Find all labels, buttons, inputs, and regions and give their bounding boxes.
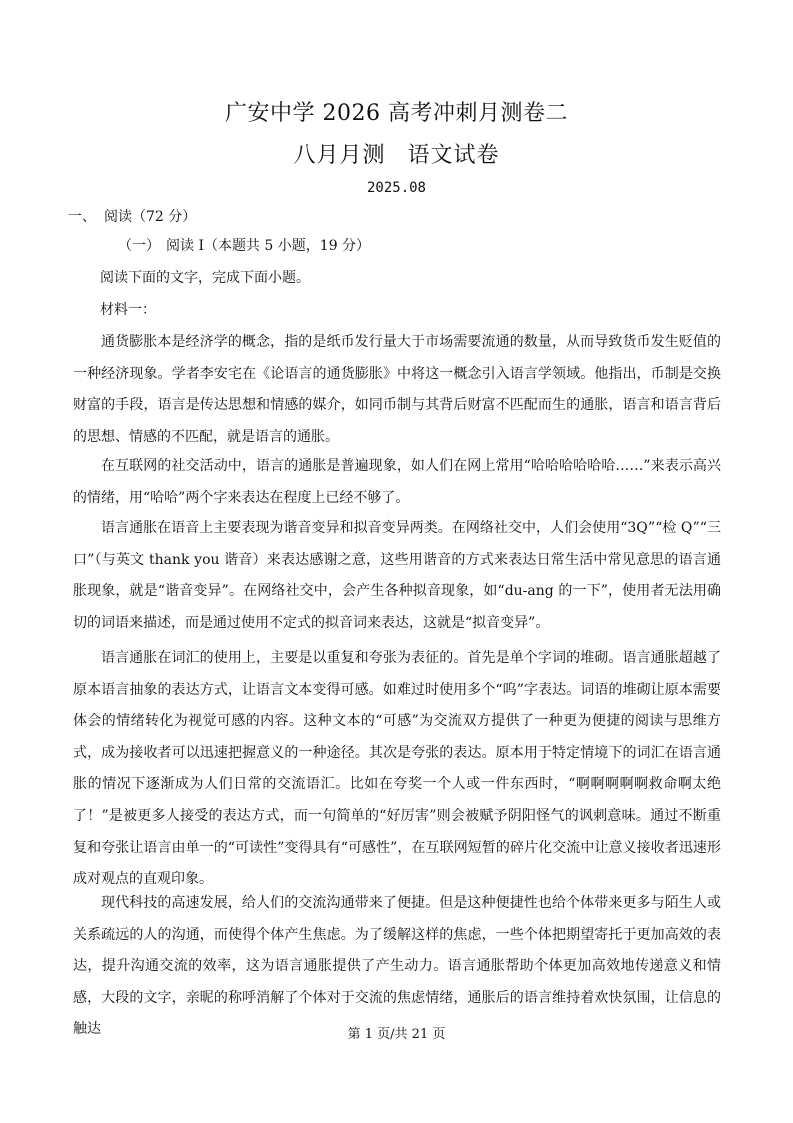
paragraph: 语言通胀在词汇的使用上，主要是以重复和夸张为表征的。首先是单个字词的堆砌。语言通胀超越了原本语言抽象的表达方式，让语言文本变得可感。如难过时使用多个“呜”字表达。词语的堆砌让原本需要体会的情绪转化为视觉可感的内容。这种文本的“可感”为交流双方提供了一种更为便捷的阅读与思维方式，成为接收者可以迅速把握意义的一种途径。其次是夸张的表达。原本用于特定情境下的词汇在语言通胀的情况下逐渐成为人们日常的交流语汇。比如在夸奖一个人或一件东西时，“啊啊啊啊啊救命啊太绝了！”是被更多人接受的表达方式，而一句简单的“好厉害”则会被赋予阴阳怪气的讽刺意味。通过不断重复和夸张让语言由单一的“可读性”变得具有“可感性”，在互联网短暂的碎片化交流中让意义接收者迅速形成对观点的直观印象。	[73, 650, 721, 888]
paragraph: 在互联网的社交活动中，语言的通胀是普遍现象，如人们在网上常用“哈哈哈哈哈哈……”来表示高兴的情绪，用“哈哈”两个字来表达在程度上已经不够了。	[73, 458, 721, 506]
paragraph: 现代科技的高速发展，给人们的交流沟通带来了便捷。但是这种便捷性也给个体带来更多与陌生人或关系疏远的人的沟通，而使得个体产生焦虑。为了缓解这样的焦虑，一些个体把期望寄托于更加高效的表达，提升沟通交流的效率，这为语言通胀提供了产生动力。语言通胀帮助个体更加高效地传递意义和情感，大段的文字，亲昵的称呼消解了个体对于交流的焦虑情绪，通胀后的语言维持着欢快氛围，让信息的触达	[73, 895, 721, 1038]
subsection-number: （一）	[118, 238, 160, 254]
section-heading	[68, 207, 196, 227]
subsection-label: 阅读 I（本题共 5 小题，19 分）	[166, 238, 371, 254]
paragraph: 通货膨胀本是经济学的概念，指的是纸币发行量大于市场需要流通的数量，从而导致货币发生贬值的一种经济现象。学者李安宅在《论语言的通货膨胀》中将这一概念引入语言学领域。他指出，币制是交换财富的手段，语言是传达思想和情感的媒介，如同币制与其背后财富不匹配而生的通胀，语言和语言背后的思想、情感的不匹配，就是语言的通胀。	[73, 334, 721, 445]
exam-date: 2025.08	[366, 180, 426, 196]
exam-subtitle-month: 八月月测	[293, 143, 386, 168]
subsection-heading	[118, 236, 370, 256]
section-label: 阅读（72 分）	[104, 209, 197, 225]
exam-subtitle	[0, 138, 793, 169]
page-number: 第 1 页/共 21 页	[347, 1027, 446, 1042]
paragraph: 语言通胀在语音上主要表现为谐音变异和拟音变异两类。在网络社交中，人们会使用“3Q”“检 Q”“三口”（与英文 thank you 谐音）来表达感谢之意，这些用谐音的方式来表达日常生活中常见意思的语言通胀现象，就是“谐音变异”。在网络社交中，会产生各种拟音现象，如“du-ang 的一下”，使用者无法用确切的词语来描述，而是通过使用不定式的拟音词来表达，这就是“拟音变异”。	[73, 520, 721, 631]
material-label: 材料一：	[100, 302, 156, 318]
exam-subtitle-subject: 语文试卷	[407, 143, 500, 168]
section-number: 一、	[68, 209, 96, 225]
exam-title: 广安中学 2026 高考冲刺月测卷二	[225, 101, 568, 126]
reading-instruction: 阅读下面的文字，完成下面小题。	[100, 270, 310, 286]
